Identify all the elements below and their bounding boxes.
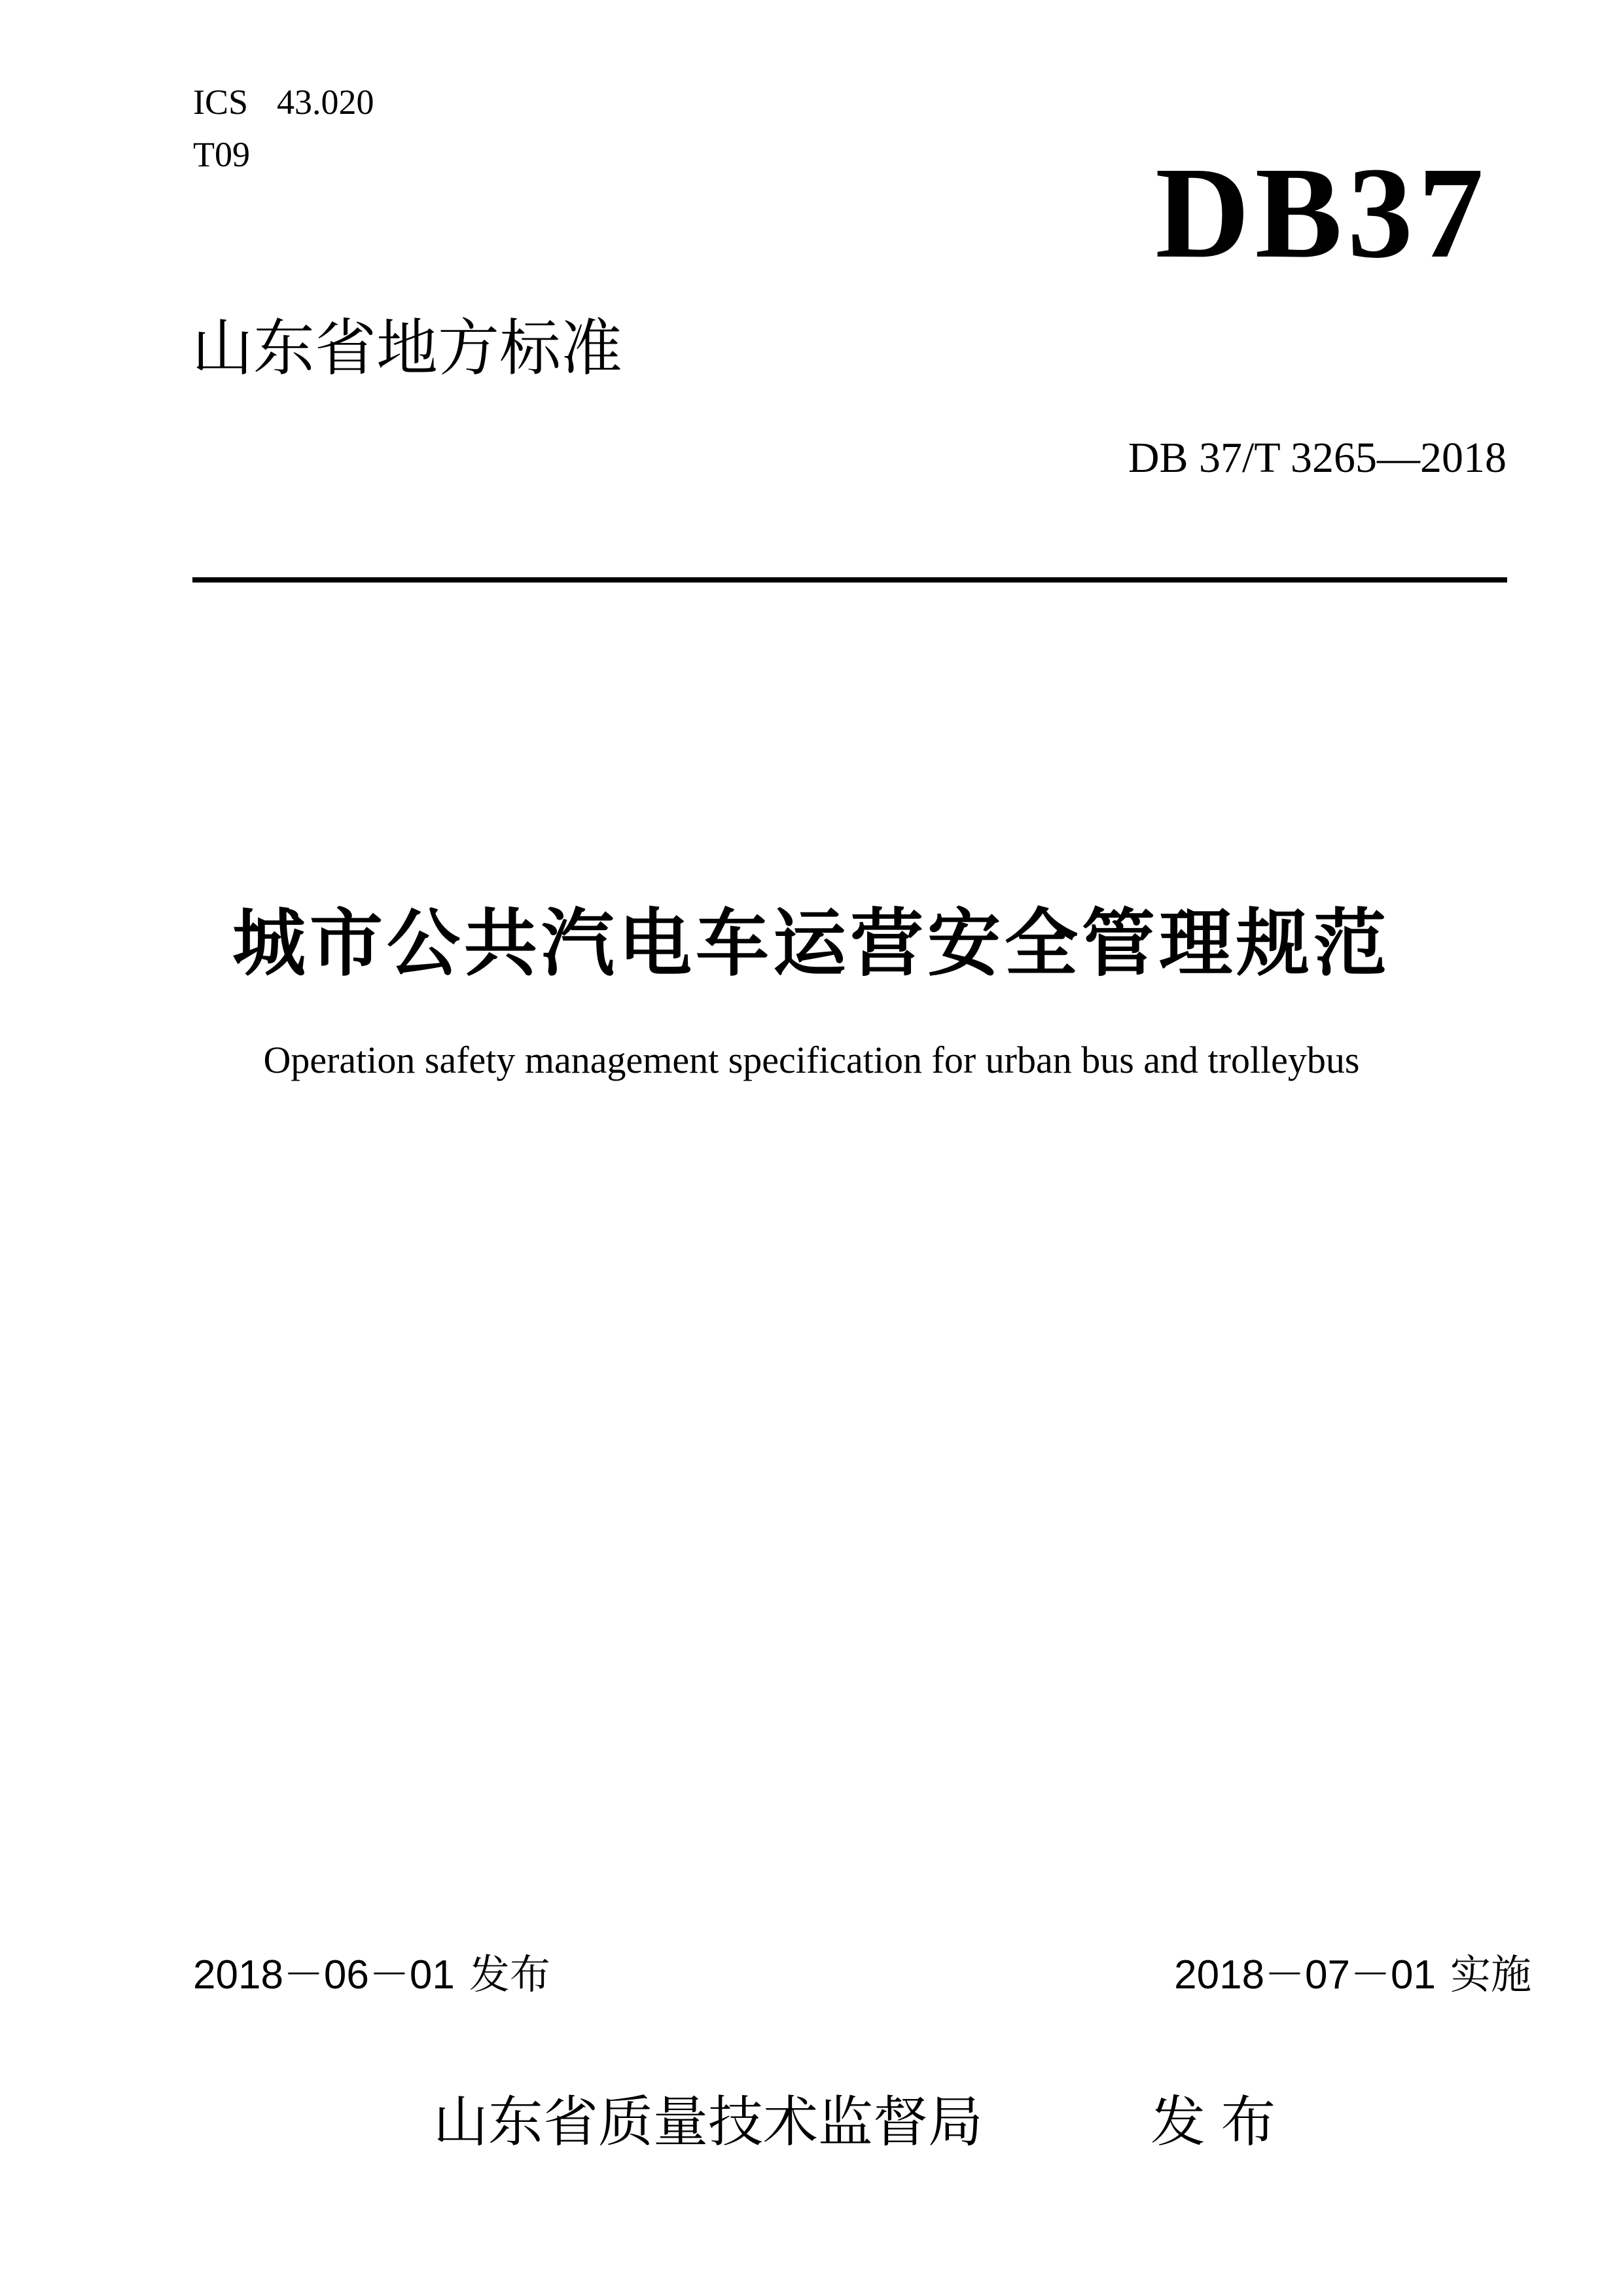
ics-block	[193, 76, 374, 181]
divider-rule	[192, 577, 1507, 583]
issue-action-label: 发 布	[1150, 2091, 1276, 2153]
release-date: 2018－06－01	[193, 1952, 455, 1998]
release-label: 发布	[469, 1952, 550, 1998]
standard-category: 山东省地方标准	[192, 314, 623, 382]
doc-classification-code: T09	[193, 135, 250, 174]
release-date-line	[193, 1952, 550, 1998]
implementation-date: 2018－07－01	[1174, 1952, 1436, 1998]
db37-logo: DB37	[1155, 141, 1489, 285]
ics-label: ICS	[193, 82, 249, 122]
ics-code: 43.020	[277, 82, 374, 122]
standard-code: DB 37/T 3265—2018	[1128, 434, 1507, 482]
implementation-date-line	[1174, 1952, 1531, 1998]
document-title-zh: 城市公共汽电车运营安全管理规范	[232, 903, 1391, 984]
publisher-line	[0, 2090, 1623, 2162]
implementation-label: 实施	[1450, 1952, 1531, 1998]
issuing-authority: 山东省质量技术监督局	[433, 2091, 984, 2153]
document-title-en: Operation safety management specification for urban bus and trolleybus	[263, 1039, 1360, 1081]
